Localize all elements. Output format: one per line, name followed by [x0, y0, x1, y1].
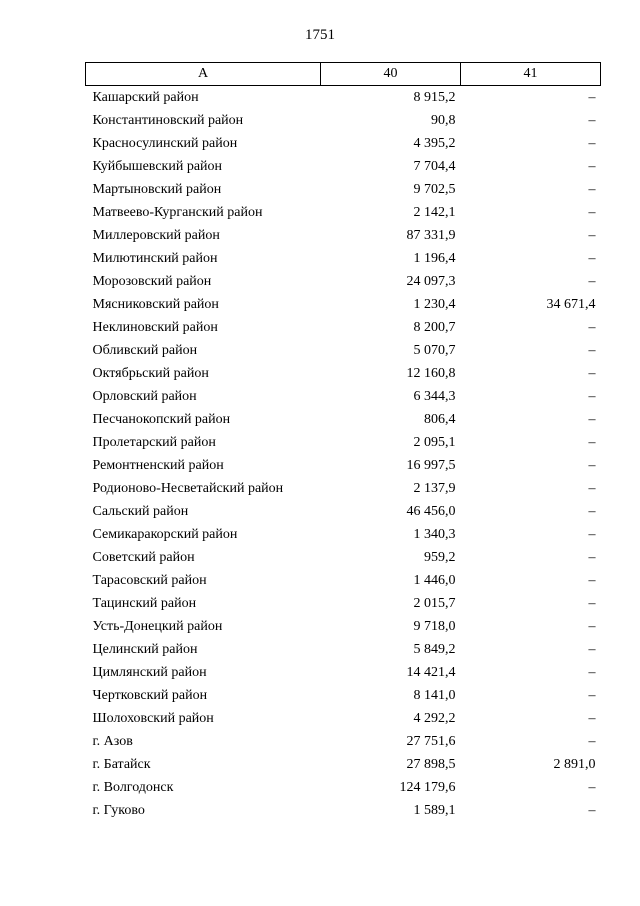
table-row — [86, 224, 601, 247]
value-40-cell: 27 751,6 — [406, 733, 456, 749]
value-41-cell: – — [588, 779, 596, 795]
district-name-cell: Целинский район — [92, 641, 198, 657]
table-row — [86, 316, 601, 339]
value-40-cell: 2 015,7 — [413, 595, 456, 611]
value-41-cell: – — [588, 618, 596, 634]
district-name-cell: Пролетарский район — [92, 434, 216, 450]
table-row — [86, 109, 601, 132]
district-name-cell: Кашарский район — [92, 89, 199, 105]
value-41-cell: – — [588, 89, 596, 105]
value-40-cell: 959,2 — [424, 549, 456, 565]
value-40-cell: 4 395,2 — [413, 135, 456, 151]
table-row — [86, 523, 601, 546]
value-40-cell: 2 095,1 — [413, 434, 456, 450]
value-40-cell: 90,8 — [431, 112, 456, 128]
table-row — [86, 270, 601, 293]
page-number: 1751 — [305, 27, 335, 43]
district-name-cell: г. Азов — [92, 733, 133, 749]
data-table — [85, 62, 601, 822]
table-row — [86, 362, 601, 385]
value-40-cell: 7 704,4 — [413, 158, 456, 174]
value-41-cell: – — [588, 342, 596, 358]
value-40-cell: 1 589,1 — [413, 802, 456, 818]
table-row — [86, 339, 601, 362]
district-name-cell: Чертковский район — [92, 687, 208, 703]
value-41-cell: – — [588, 112, 596, 128]
table-row — [86, 500, 601, 523]
table-row — [86, 707, 601, 730]
value-41-cell: – — [588, 411, 596, 427]
header-cell-a: А — [86, 63, 321, 86]
district-name-cell: г. Батайск — [92, 756, 151, 772]
value-41-cell: – — [588, 227, 596, 243]
district-name-cell: Песчанокопский район — [92, 411, 231, 427]
district-name-cell: Мясниковский район — [92, 296, 219, 312]
value-41-cell: – — [588, 480, 596, 496]
value-40-cell: 2 142,1 — [413, 204, 456, 220]
table-row — [86, 569, 601, 592]
value-40-cell: 6 344,3 — [413, 388, 456, 404]
value-40-cell: 8 200,7 — [413, 319, 456, 335]
table-row — [86, 385, 601, 408]
table-row — [86, 753, 601, 776]
value-41-cell: – — [588, 526, 596, 542]
value-41-cell: – — [588, 710, 596, 726]
value-41-cell: – — [588, 204, 596, 220]
header-cell-41: 41 — [461, 63, 601, 86]
district-name-cell: г. Гуково — [92, 802, 145, 818]
value-40-cell: 14 421,4 — [406, 664, 456, 680]
value-41-cell: – — [588, 250, 596, 266]
district-name-cell: Неклиновский район — [92, 319, 218, 335]
table-row — [86, 684, 601, 707]
district-name-cell: Октябрьский район — [92, 365, 209, 381]
table-row — [86, 86, 601, 110]
value-40-cell: 806,4 — [424, 411, 456, 427]
value-41-cell: – — [588, 641, 596, 657]
value-40-cell: 124 179,6 — [399, 779, 456, 795]
value-40-cell: 16 997,5 — [406, 457, 456, 473]
value-41-cell: 34 671,4 — [546, 296, 596, 312]
value-40-cell: 2 137,9 — [413, 480, 456, 496]
value-40-cell: 8 915,2 — [413, 89, 456, 105]
table-row — [86, 408, 601, 431]
district-name-cell: Обливский район — [92, 342, 198, 358]
table-row — [86, 132, 601, 155]
value-40-cell: 1 446,0 — [413, 572, 456, 588]
value-41-cell: – — [588, 158, 596, 174]
district-name-cell: Морозовский район — [92, 273, 212, 289]
value-41-cell: – — [588, 365, 596, 381]
table-row — [86, 638, 601, 661]
value-40-cell: 24 097,3 — [406, 273, 456, 289]
value-40-cell: 12 160,8 — [406, 365, 456, 381]
table-row — [86, 454, 601, 477]
value-41-cell: – — [588, 273, 596, 289]
value-40-cell: 46 456,0 — [406, 503, 456, 519]
district-name-cell: Красносулинский район — [92, 135, 238, 151]
value-40-cell: 27 898,5 — [406, 756, 456, 772]
table-row — [86, 615, 601, 638]
table-row — [86, 178, 601, 201]
value-41-cell: – — [588, 503, 596, 519]
value-41-cell: – — [588, 595, 596, 611]
table-row — [86, 546, 601, 569]
district-name-cell: Мартыновский район — [92, 181, 222, 197]
value-40-cell: 8 141,0 — [413, 687, 456, 703]
value-40-cell: 9 702,5 — [413, 181, 456, 197]
value-40-cell: 4 292,2 — [413, 710, 456, 726]
value-40-cell: 1 196,4 — [413, 250, 456, 266]
district-name-cell: Константиновский район — [92, 112, 244, 128]
table-row — [86, 155, 601, 178]
value-41-cell: – — [588, 549, 596, 565]
value-40-cell: 87 331,9 — [406, 227, 456, 243]
district-name-cell: Тацинский район — [92, 595, 197, 611]
table-row — [86, 799, 601, 822]
value-41-cell: – — [588, 687, 596, 703]
district-name-cell: Усть-Донецкий район — [92, 618, 223, 634]
value-40-cell: 1 230,4 — [413, 296, 456, 312]
value-41-cell: – — [588, 388, 596, 404]
header-row — [86, 63, 601, 86]
value-40-cell: 5 849,2 — [413, 641, 456, 657]
district-name-cell: Ремонтненский район — [92, 457, 224, 473]
value-40-cell: 9 718,0 — [413, 618, 456, 634]
table-row — [86, 201, 601, 224]
value-41-cell: – — [588, 733, 596, 749]
district-name-cell: Милютинский район — [92, 250, 218, 266]
district-name-cell: Шолоховский район — [92, 710, 214, 726]
header-cell-40: 40 — [321, 63, 461, 86]
district-name-cell: Орловский район — [92, 388, 197, 404]
district-name-cell: Семикаракорский район — [92, 526, 238, 542]
value-40-cell: 1 340,3 — [413, 526, 456, 542]
district-name-cell: Цимлянский район — [92, 664, 207, 680]
value-41-cell: – — [588, 664, 596, 680]
district-name-cell: г. Волгодонск — [92, 779, 174, 795]
value-41-cell: – — [588, 434, 596, 450]
table-row — [86, 730, 601, 753]
value-41-cell: – — [588, 802, 596, 818]
table-row — [86, 431, 601, 454]
table-row — [86, 776, 601, 799]
value-41-cell: – — [588, 319, 596, 335]
table-row — [86, 477, 601, 500]
value-41-cell: – — [588, 572, 596, 588]
district-name-cell: Куйбышевский район — [92, 158, 223, 174]
district-name-cell: Миллеровский район — [92, 227, 220, 243]
district-name-cell: Родионово-Несветайский район — [92, 480, 284, 496]
district-name-cell: Советский район — [92, 549, 195, 565]
value-41-cell: – — [588, 135, 596, 151]
table-row — [86, 592, 601, 615]
district-name-cell: Матвеево-Курганский район — [92, 204, 263, 220]
table-row — [86, 661, 601, 684]
value-41-cell: 2 891,0 — [553, 756, 596, 772]
district-name-cell: Тарасовский район — [92, 572, 207, 588]
value-41-cell: – — [588, 457, 596, 473]
table-row — [86, 293, 601, 316]
table-row — [86, 247, 601, 270]
value-40-cell: 5 070,7 — [413, 342, 456, 358]
district-name-cell: Сальский район — [92, 503, 189, 519]
table-body — [86, 86, 601, 823]
value-41-cell: – — [588, 181, 596, 197]
